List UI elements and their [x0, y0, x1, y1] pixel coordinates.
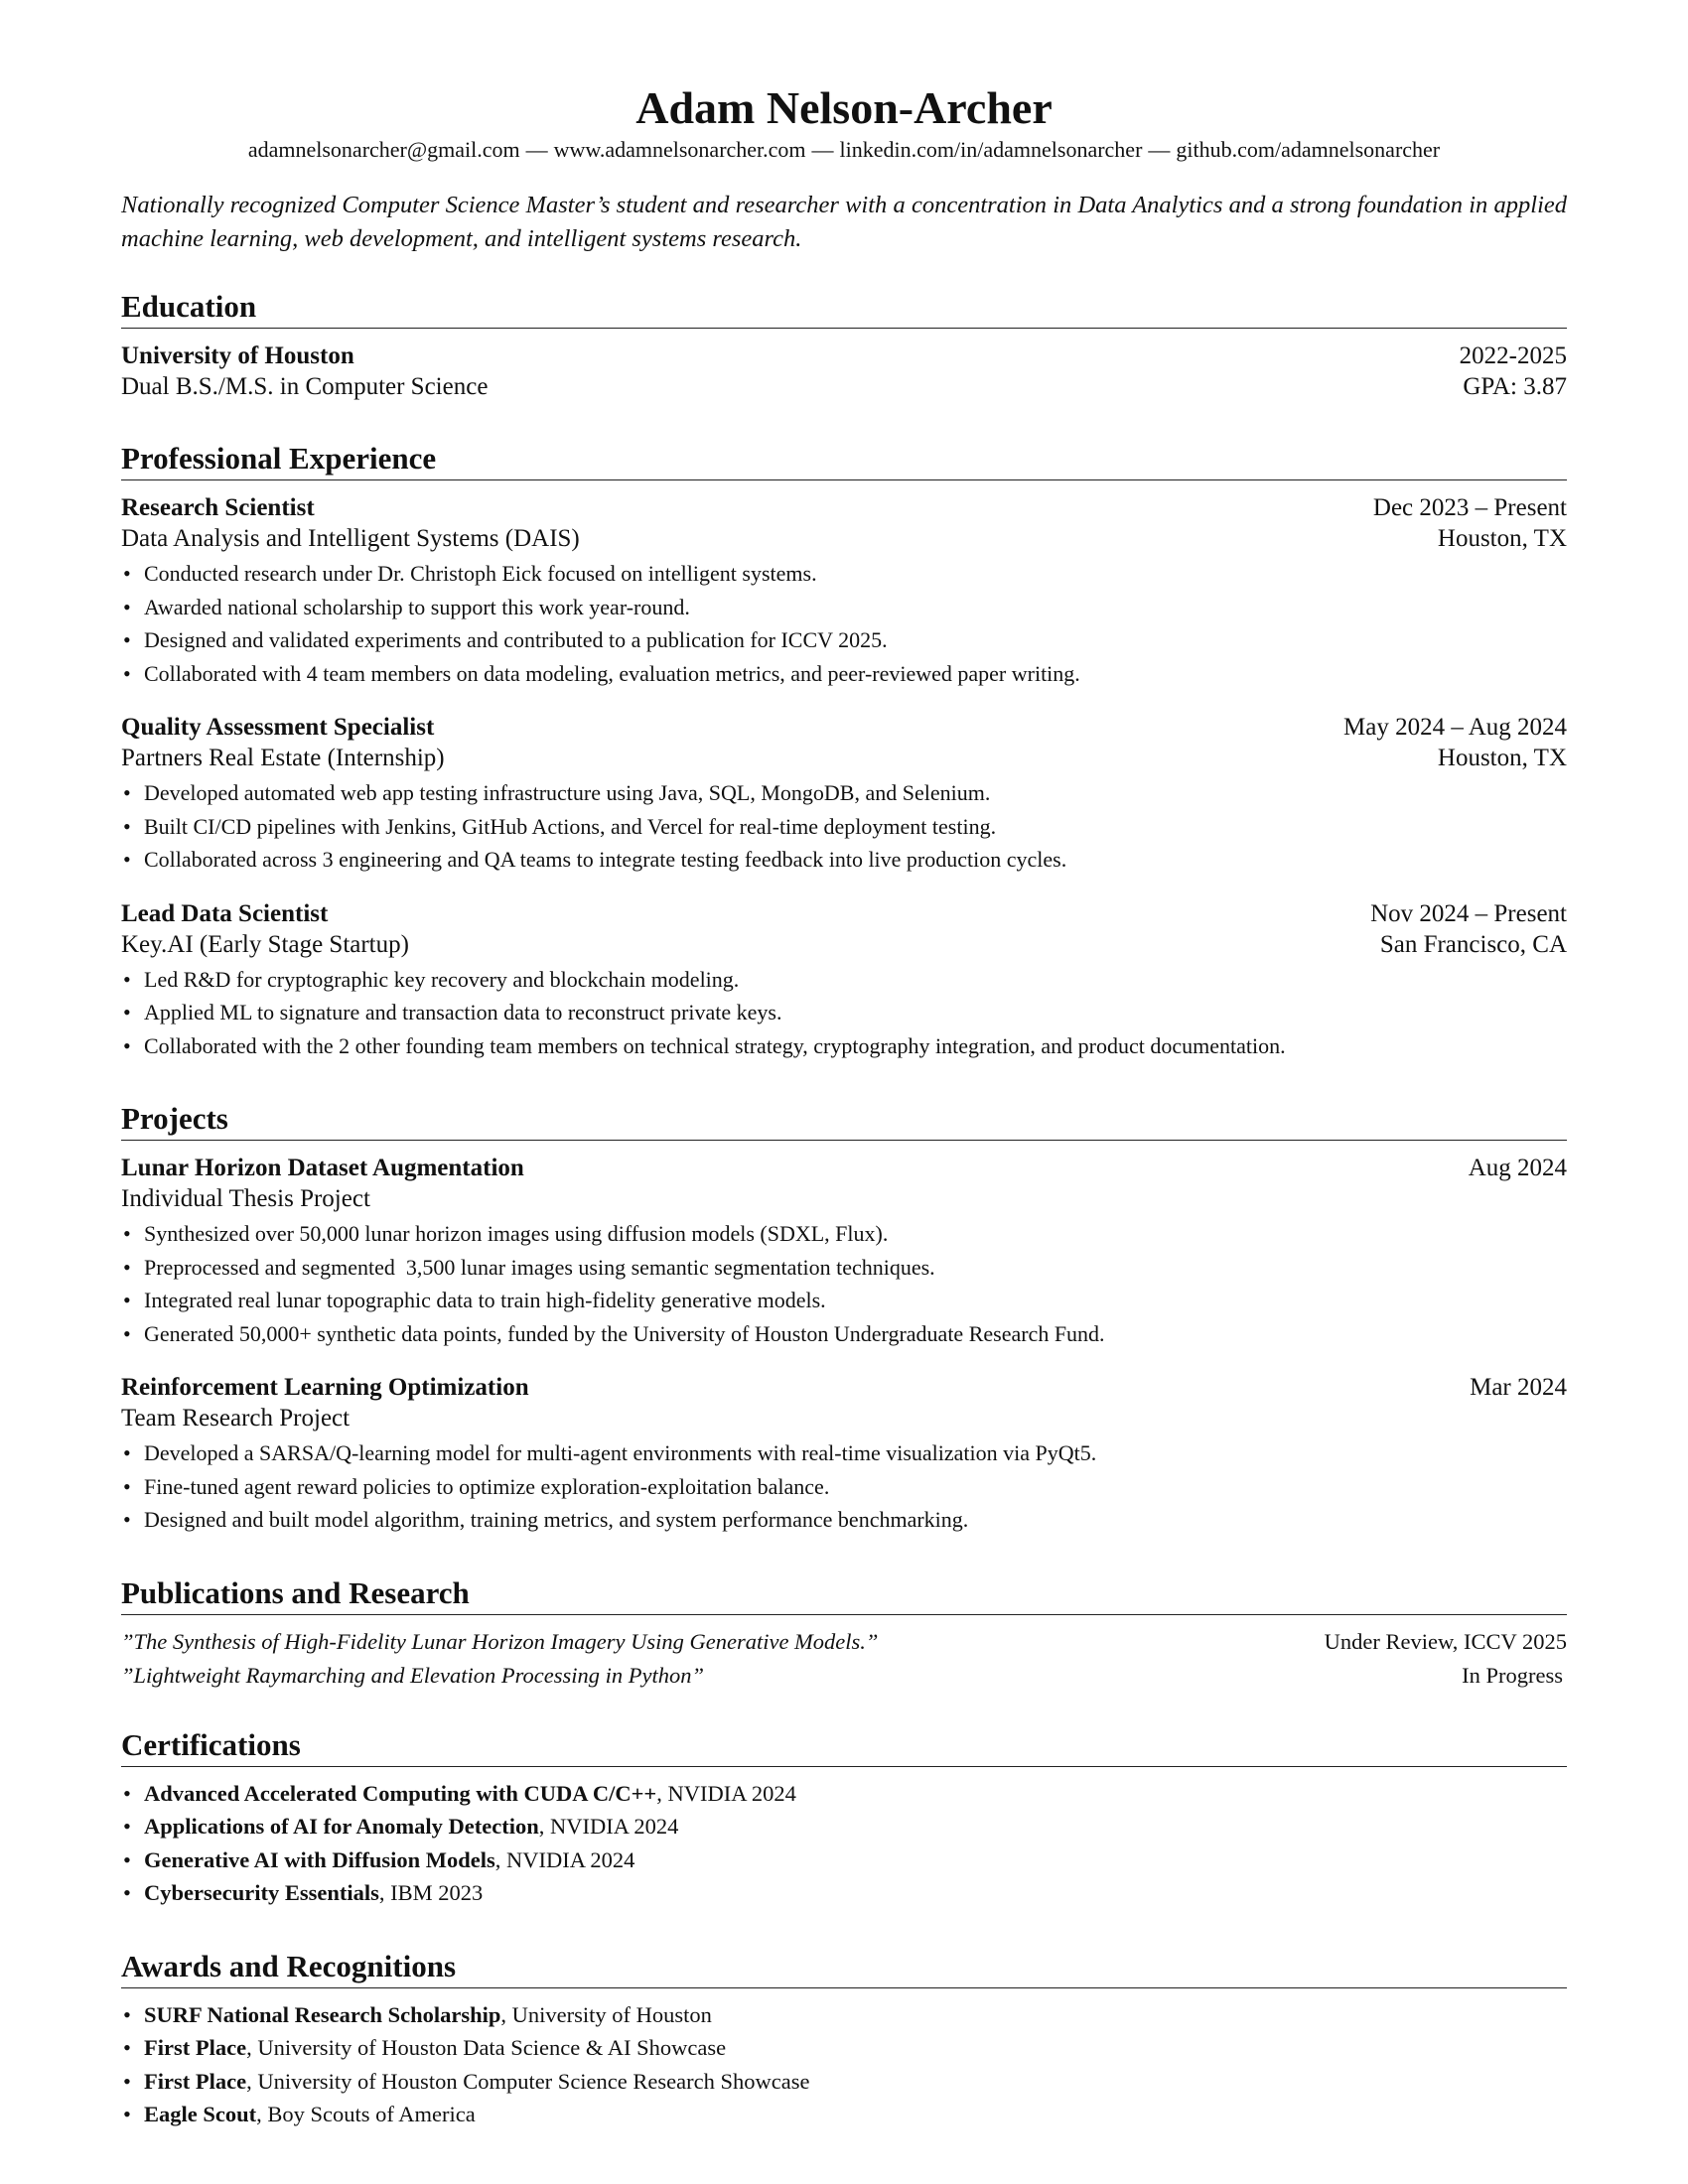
- bullet-item: • Developed automated web app testing infrastructure using Java, SQL, MongoDB, and Selenium.: [121, 776, 1567, 810]
- certification-item: [121, 1843, 1567, 1877]
- education-section: [121, 288, 1567, 402]
- contact-separator: —: [1148, 137, 1171, 162]
- certification-issuer: , NVIDIA 2024: [656, 1780, 796, 1806]
- website-link[interactable]: www.adamnelsonarcher.com: [553, 137, 806, 162]
- entry-sub-row: [121, 371, 1567, 402]
- contact-line: [121, 135, 1567, 165]
- publication-list: [121, 1625, 1567, 1693]
- project-bullets: [121, 1217, 1567, 1350]
- job-location: Houston, TX: [1437, 525, 1567, 552]
- bullet-item: • Designed and built model algorithm, training metrics, and system performance benchmarking.: [121, 1503, 1567, 1537]
- certification-name: Cybersecurity Essentials: [144, 1880, 379, 1905]
- contact-separator: —: [525, 137, 548, 162]
- entry-sub-row: [121, 743, 1567, 773]
- publications-section: [121, 1574, 1567, 1693]
- bullet-item: • Applied ML to signature and transaction data to reconstruct private keys.: [121, 996, 1567, 1029]
- job-org: Data Analysis and Intelligent Systems (DAIS): [121, 525, 580, 552]
- section-heading: Certifications: [121, 1726, 1567, 1767]
- bullet-item: • Fine-tuned agent reward policies to optimize exploration-exploitation balance.: [121, 1470, 1567, 1504]
- job-title: Lead Data Scientist: [121, 899, 329, 927]
- project-title: Reinforcement Learning Optimization: [121, 1374, 529, 1401]
- bullet-item: • Designed and validated experiments and contributed to a publication for ICCV 2025.: [121, 623, 1567, 657]
- bullet-item: • Led R&D for cryptographic key recovery and blockchain modeling.: [121, 963, 1567, 997]
- awards-section: [121, 1948, 1567, 2131]
- certification-item: [121, 1876, 1567, 1910]
- entry-sub-row: [121, 1183, 1567, 1214]
- job-location: San Francisco, CA: [1379, 930, 1567, 958]
- job-dates: May 2024 – Aug 2024: [1343, 714, 1567, 741]
- bullet-item: • Generated 50,000+ synthetic data points, funded by the University of Houston Undergraduate Research Fund.: [121, 1317, 1567, 1351]
- award-detail: , Boy Scouts of America: [256, 2102, 476, 2126]
- project-title: Lunar Horizon Dataset Augmentation: [121, 1155, 524, 1181]
- award-detail: , University of Houston: [500, 2001, 712, 2027]
- bullet-item: • Integrated real lunar topographic data to train high-fidelity generative models.: [121, 1284, 1567, 1317]
- linkedin-link[interactable]: linkedin.com/in/adamnelsonarcher: [839, 137, 1143, 162]
- job-title: Research Scientist: [121, 494, 315, 521]
- award-detail: , University of Houston Computer Science Research Showcase: [246, 2068, 810, 2094]
- section-heading: Publications and Research: [121, 1574, 1567, 1615]
- job-entry: [121, 712, 1567, 877]
- section-heading: Education: [121, 288, 1567, 329]
- entry-header-row: [121, 492, 1567, 523]
- contact-separator: —: [811, 137, 834, 162]
- project-date: Mar 2024: [1470, 1374, 1567, 1401]
- bullet-item: • Collaborated across 3 engineering and QA teams to integrate testing feedback into live production cycles.: [121, 843, 1567, 877]
- job-dates: Dec 2023 – Present: [1372, 494, 1567, 521]
- bullet-item: • Collaborated with 4 team members on data modeling, evaluation metrics, and peer-reviewed paper writing.: [121, 657, 1567, 691]
- summary: Nationally recognized Computer Science Master’s student and researcher with a concentration in Data Analytics and a strong foundation in applied machine learning, web development, and intelligent systems research.: [121, 192, 1567, 252]
- certification-name: Applications of AI for Anomaly Detection: [144, 1814, 539, 1839]
- certification-issuer: , NVIDIA 2024: [494, 1846, 635, 1872]
- job-entry: [121, 898, 1567, 1063]
- publication-row: [121, 1625, 1567, 1659]
- bullet-item: • Developed a SARSA/Q-learning model for multi-agent environments with real-time visualization via PyQt5.: [121, 1436, 1567, 1470]
- education-entry: [121, 341, 1567, 402]
- project-bullets: [121, 1436, 1567, 1537]
- projects-section: [121, 1100, 1567, 1537]
- resume-name: Adam Nelson-Archer: [635, 82, 1053, 133]
- degree: Dual B.S./M.S. in Computer Science: [121, 373, 489, 400]
- education-years: 2022-2025: [1459, 342, 1567, 369]
- job-bullets: [121, 557, 1567, 690]
- award-item: [121, 2098, 1567, 2131]
- bullet-item: • Preprocessed and segmented 3,500 lunar images using semantic segmentation techniques.: [121, 1251, 1567, 1285]
- award-name: SURF National Research Scholarship: [144, 2001, 501, 2027]
- entry-sub-row: [121, 1403, 1567, 1433]
- entry-header-row: [121, 712, 1567, 743]
- publication-title: ”The Synthesis of High-Fidelity Lunar Horizon Imagery Using Generative Models.”: [121, 1628, 879, 1654]
- github-link[interactable]: github.com/adamnelsonarcher: [1176, 137, 1441, 162]
- certification-name: Advanced Accelerated Computing with CUDA C/C++: [144, 1780, 657, 1806]
- job-entry: [121, 492, 1567, 690]
- award-name: Eagle Scout: [144, 2102, 257, 2126]
- project-entry: [121, 1372, 1567, 1537]
- section-heading: Professional Experience: [121, 440, 1567, 480]
- entry-sub-row: [121, 929, 1567, 960]
- job-org: Partners Real Estate (Internship): [121, 745, 445, 771]
- bullet-item: • Synthesized over 50,000 lunar horizon images using diffusion models (SDXL, Flux).: [121, 1217, 1567, 1251]
- entry-header-row: [121, 1153, 1567, 1183]
- publication-status: In Progress: [1462, 1662, 1563, 1688]
- certification-issuer: , NVIDIA 2024: [538, 1814, 679, 1839]
- award-item: [121, 2031, 1567, 2065]
- certifications-section: [121, 1726, 1567, 1910]
- certification-item: [121, 1810, 1567, 1843]
- bullet-item: • Collaborated with the 2 other founding team members on technical strategy, cryptography integration, and product documentation.: [121, 1029, 1567, 1063]
- job-bullets: [121, 776, 1567, 877]
- bullet-item: • Awarded national scholarship to support this work year-round.: [121, 591, 1567, 624]
- project-entry: [121, 1153, 1567, 1350]
- email-link[interactable]: adamnelsonarcher@gmail.com: [247, 137, 520, 162]
- certification-list: [121, 1777, 1567, 1910]
- certification-issuer: , IBM 2023: [378, 1880, 484, 1905]
- certification-name: Generative AI with Diffusion Models: [144, 1846, 495, 1872]
- award-detail: , University of Houston Data Science & AI Showcase: [246, 2035, 727, 2060]
- publication-title: ”Lightweight Raymarching and Elevation Processing in Python”: [121, 1662, 705, 1688]
- award-item: [121, 1998, 1567, 2032]
- entry-header-row: [121, 1372, 1567, 1403]
- bullet-item: • Built CI/CD pipelines with Jenkins, GitHub Actions, and Vercel for real-time deployment testing.: [121, 810, 1567, 844]
- experience-section: [121, 440, 1567, 1062]
- project-date: Aug 2024: [1468, 1155, 1567, 1181]
- entry-sub-row: [121, 523, 1567, 554]
- section-heading: Projects: [121, 1100, 1567, 1141]
- project-subtitle: Team Research Project: [121, 1405, 351, 1432]
- school-name: University of Houston: [121, 342, 354, 369]
- award-item: [121, 2065, 1567, 2099]
- publication-status: Under Review, ICCV 2025: [1324, 1628, 1567, 1654]
- job-dates: Nov 2024 – Present: [1370, 899, 1567, 927]
- award-list: [121, 1998, 1567, 2131]
- publication-row: [121, 1659, 1567, 1693]
- project-subtitle: Individual Thesis Project: [121, 1185, 370, 1212]
- section-heading: Awards and Recognitions: [121, 1948, 1567, 1988]
- entry-header-row: [121, 898, 1567, 929]
- entry-header-row: [121, 341, 1567, 371]
- job-title: Quality Assessment Specialist: [121, 714, 435, 741]
- gpa: GPA: 3.87: [1463, 373, 1567, 400]
- job-location: Houston, TX: [1437, 745, 1567, 771]
- job-bullets: [121, 963, 1567, 1063]
- bullet-item: • Conducted research under Dr. Christoph Eick focused on intelligent systems.: [121, 557, 1567, 591]
- award-name: First Place: [144, 2035, 247, 2060]
- job-org: Key.AI (Early Stage Startup): [121, 930, 409, 958]
- certification-item: [121, 1777, 1567, 1811]
- award-name: First Place: [144, 2068, 247, 2094]
